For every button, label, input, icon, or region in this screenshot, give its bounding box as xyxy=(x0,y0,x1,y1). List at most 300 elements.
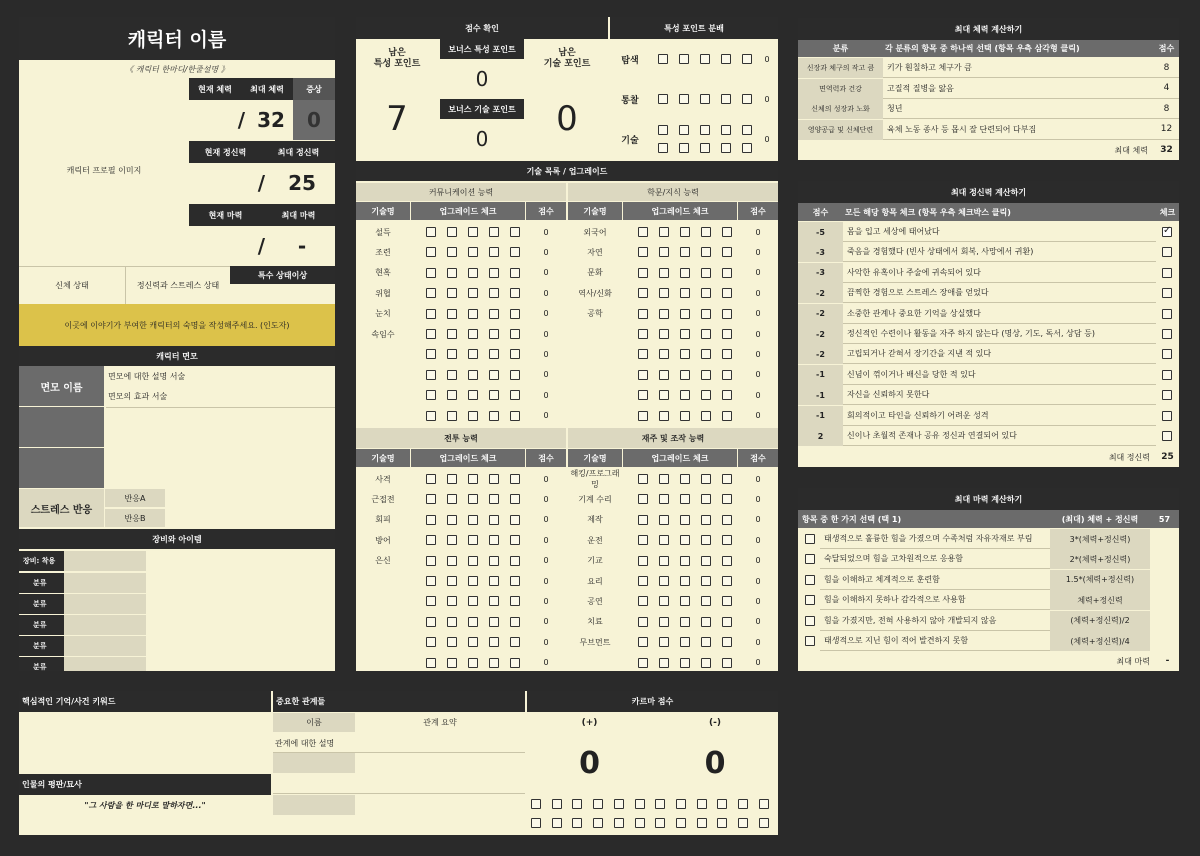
skill-upgrade-checkbox[interactable] xyxy=(680,329,690,339)
skill-upgrade-checkbox[interactable] xyxy=(659,227,669,237)
skill-upgrade-checkbox[interactable] xyxy=(510,576,520,586)
skill-upgrade-checkbox[interactable] xyxy=(447,596,457,606)
skill-upgrade-checkbox[interactable] xyxy=(510,227,520,237)
skill-upgrade-checkbox[interactable] xyxy=(489,268,499,278)
equip-category-slot[interactable] xyxy=(64,657,146,671)
skill-upgrade-checkbox[interactable] xyxy=(489,390,499,400)
skill-name[interactable]: 방어 xyxy=(375,535,391,545)
skill-upgrade-checkbox[interactable] xyxy=(468,576,478,586)
skill-upgrade-checkbox[interactable] xyxy=(447,268,457,278)
skill-upgrade-checkbox[interactable] xyxy=(638,390,648,400)
skill-upgrade-checkbox[interactable] xyxy=(722,309,732,319)
mp-checkbox[interactable] xyxy=(805,616,815,626)
skill-upgrade-checkbox[interactable] xyxy=(680,596,690,606)
skill-upgrade-checkbox[interactable] xyxy=(468,474,478,484)
trait-checkbox[interactable] xyxy=(700,125,710,135)
skill-upgrade-checkbox[interactable] xyxy=(701,390,711,400)
skill-upgrade-checkbox[interactable] xyxy=(489,329,499,339)
skill-upgrade-checkbox[interactable] xyxy=(701,474,711,484)
skill-upgrade-checkbox[interactable] xyxy=(489,637,499,647)
skill-upgrade-checkbox[interactable] xyxy=(680,370,690,380)
skill-upgrade-checkbox[interactable] xyxy=(638,411,648,421)
skill-upgrade-checkbox[interactable] xyxy=(722,288,732,298)
skill-upgrade-checkbox[interactable] xyxy=(680,268,690,278)
skill-upgrade-checkbox[interactable] xyxy=(638,349,648,359)
trait-checkbox[interactable] xyxy=(700,54,710,64)
karma-checkbox[interactable] xyxy=(676,818,686,828)
skill-upgrade-checkbox[interactable] xyxy=(468,268,478,278)
skill-upgrade-checkbox[interactable] xyxy=(468,390,478,400)
mp-checkbox[interactable] xyxy=(805,595,815,605)
skill-upgrade-checkbox[interactable] xyxy=(701,494,711,504)
skill-name[interactable]: 외국어 xyxy=(583,227,607,237)
skill-upgrade-checkbox[interactable] xyxy=(447,556,457,566)
skill-upgrade-checkbox[interactable] xyxy=(680,474,690,484)
trait-checkbox[interactable] xyxy=(679,94,689,104)
skill-upgrade-checkbox[interactable] xyxy=(426,247,436,257)
karma-checkbox[interactable] xyxy=(552,818,562,828)
skill-name[interactable] xyxy=(356,344,410,364)
special-state[interactable]: 특수 상태이상 xyxy=(230,266,335,284)
rel-desc[interactable]: 관계에 대한 설명 xyxy=(275,738,335,748)
skill-upgrade-checkbox[interactable] xyxy=(510,637,520,647)
skill-upgrade-checkbox[interactable] xyxy=(659,247,669,257)
skill-name[interactable] xyxy=(568,653,622,671)
skill-upgrade-checkbox[interactable] xyxy=(680,411,690,421)
skill-upgrade-checkbox[interactable] xyxy=(510,288,520,298)
skill-upgrade-checkbox[interactable] xyxy=(468,411,478,421)
skill-upgrade-checkbox[interactable] xyxy=(426,309,436,319)
skill-upgrade-checkbox[interactable] xyxy=(701,556,711,566)
skill-upgrade-checkbox[interactable] xyxy=(426,637,436,647)
skill-upgrade-checkbox[interactable] xyxy=(638,535,648,545)
skill-upgrade-checkbox[interactable] xyxy=(659,535,669,545)
karma-checkbox[interactable] xyxy=(572,818,582,828)
skill-upgrade-checkbox[interactable] xyxy=(701,576,711,586)
skill-name[interactable]: 무브먼트 xyxy=(579,637,611,647)
sp-checkbox[interactable] xyxy=(1162,370,1172,380)
skill-name[interactable]: 해킹/프로그래밍 xyxy=(570,469,620,489)
skill-upgrade-checkbox[interactable] xyxy=(510,309,520,319)
skill-name[interactable]: 은신 xyxy=(375,556,391,566)
skill-upgrade-checkbox[interactable] xyxy=(489,370,499,380)
skill-upgrade-checkbox[interactable] xyxy=(510,617,520,627)
skill-upgrade-checkbox[interactable] xyxy=(447,535,457,545)
skill-upgrade-checkbox[interactable] xyxy=(510,329,520,339)
skill-upgrade-checkbox[interactable] xyxy=(680,227,690,237)
skill-upgrade-checkbox[interactable] xyxy=(638,268,648,278)
skill-upgrade-checkbox[interactable] xyxy=(722,617,732,627)
karma-checkbox[interactable] xyxy=(552,799,562,809)
skill-name[interactable] xyxy=(568,365,622,385)
equip-category-slot[interactable] xyxy=(64,615,146,635)
trait-checkbox[interactable] xyxy=(742,125,752,135)
aspect-name[interactable]: 면모 이름 xyxy=(19,366,104,406)
skill-upgrade-checkbox[interactable] xyxy=(680,515,690,525)
karma-checkbox[interactable] xyxy=(593,818,603,828)
skill-upgrade-checkbox[interactable] xyxy=(722,658,732,668)
skill-upgrade-checkbox[interactable] xyxy=(447,370,457,380)
skill-upgrade-checkbox[interactable] xyxy=(701,515,711,525)
skill-upgrade-checkbox[interactable] xyxy=(722,247,732,257)
skill-upgrade-checkbox[interactable] xyxy=(701,329,711,339)
skill-upgrade-checkbox[interactable] xyxy=(638,309,648,319)
skill-upgrade-checkbox[interactable] xyxy=(426,617,436,627)
hp-selection[interactable]: 육체 노동 종사 등 몹시 잘 단련되어 다부짐 xyxy=(883,120,1154,140)
skill-upgrade-checkbox[interactable] xyxy=(638,637,648,647)
rel-name-3[interactable] xyxy=(273,795,355,815)
sp-checkbox[interactable] xyxy=(1162,349,1172,359)
skill-upgrade-checkbox[interactable] xyxy=(701,535,711,545)
skill-upgrade-checkbox[interactable] xyxy=(489,247,499,257)
skill-upgrade-checkbox[interactable] xyxy=(447,494,457,504)
trait-checkbox[interactable] xyxy=(679,125,689,135)
skill-upgrade-checkbox[interactable] xyxy=(659,349,669,359)
skill-upgrade-checkbox[interactable] xyxy=(659,390,669,400)
skill-upgrade-checkbox[interactable] xyxy=(680,576,690,586)
trait-checkbox[interactable] xyxy=(658,143,668,153)
skill-upgrade-checkbox[interactable] xyxy=(701,596,711,606)
skill-upgrade-checkbox[interactable] xyxy=(680,247,690,257)
sp-checkbox[interactable] xyxy=(1162,411,1172,421)
skill-name[interactable]: 회피 xyxy=(375,515,391,525)
skill-upgrade-checkbox[interactable] xyxy=(701,370,711,380)
skill-upgrade-checkbox[interactable] xyxy=(510,268,520,278)
skill-name[interactable] xyxy=(356,612,410,632)
sp-checkbox[interactable] xyxy=(1162,431,1172,441)
skill-upgrade-checkbox[interactable] xyxy=(638,576,648,586)
skill-upgrade-checkbox[interactable] xyxy=(489,596,499,606)
aspect-slot-3[interactable] xyxy=(19,448,104,488)
skill-upgrade-checkbox[interactable] xyxy=(722,515,732,525)
skill-upgrade-checkbox[interactable] xyxy=(659,576,669,586)
skill-upgrade-checkbox[interactable] xyxy=(447,390,457,400)
skill-upgrade-checkbox[interactable] xyxy=(447,515,457,525)
skill-upgrade-checkbox[interactable] xyxy=(638,596,648,606)
trait-checkbox[interactable] xyxy=(721,54,731,64)
trait-checkbox[interactable] xyxy=(700,94,710,104)
skill-upgrade-checkbox[interactable] xyxy=(659,658,669,668)
skill-upgrade-checkbox[interactable] xyxy=(680,309,690,319)
sp-checkbox[interactable] xyxy=(1162,309,1172,319)
skill-name[interactable]: 공학 xyxy=(587,309,603,319)
skill-upgrade-checkbox[interactable] xyxy=(659,494,669,504)
skill-upgrade-checkbox[interactable] xyxy=(447,576,457,586)
skill-upgrade-checkbox[interactable] xyxy=(638,494,648,504)
skill-upgrade-checkbox[interactable] xyxy=(701,617,711,627)
skill-name[interactable]: 치료 xyxy=(587,617,603,627)
skill-upgrade-checkbox[interactable] xyxy=(489,309,499,319)
skill-upgrade-checkbox[interactable] xyxy=(510,596,520,606)
skill-upgrade-checkbox[interactable] xyxy=(638,227,648,237)
karma-checkbox[interactable] xyxy=(593,799,603,809)
sp-checkbox[interactable] xyxy=(1162,247,1172,257)
trait-checkbox[interactable] xyxy=(742,94,752,104)
trait-checkbox[interactable] xyxy=(658,54,668,64)
skill-name[interactable] xyxy=(356,632,410,652)
skill-name[interactable]: 기교 xyxy=(587,556,603,566)
reputation-quote[interactable]: "그 사람을 한 마디로 말하자면..." xyxy=(84,800,206,810)
skill-name[interactable]: 공연 xyxy=(587,596,603,606)
trait-checkbox[interactable] xyxy=(658,94,668,104)
mp-checkbox[interactable] xyxy=(805,534,815,544)
fate-banner[interactable]: 이곳에 이야기가 부여한 캐릭터의 숙명을 작성해주세요. (인도자) xyxy=(19,304,335,346)
skill-upgrade-checkbox[interactable] xyxy=(659,474,669,484)
skill-upgrade-checkbox[interactable] xyxy=(447,329,457,339)
skill-name[interactable]: 사격 xyxy=(375,474,391,484)
skill-upgrade-checkbox[interactable] xyxy=(489,556,499,566)
skill-upgrade-checkbox[interactable] xyxy=(701,637,711,647)
skill-name[interactable] xyxy=(356,591,410,611)
trait-checkbox[interactable] xyxy=(742,54,752,64)
skill-upgrade-checkbox[interactable] xyxy=(722,494,732,504)
skill-name[interactable] xyxy=(568,385,622,405)
skill-upgrade-checkbox[interactable] xyxy=(659,515,669,525)
skill-upgrade-checkbox[interactable] xyxy=(426,227,436,237)
skill-upgrade-checkbox[interactable] xyxy=(510,349,520,359)
skill-upgrade-checkbox[interactable] xyxy=(489,227,499,237)
skill-upgrade-checkbox[interactable] xyxy=(510,658,520,668)
skill-upgrade-checkbox[interactable] xyxy=(510,411,520,421)
skill-upgrade-checkbox[interactable] xyxy=(468,288,478,298)
mp-checkbox[interactable] xyxy=(805,636,815,646)
skill-upgrade-checkbox[interactable] xyxy=(489,474,499,484)
sp-checkbox[interactable] xyxy=(1162,268,1172,278)
skill-upgrade-checkbox[interactable] xyxy=(701,349,711,359)
skill-upgrade-checkbox[interactable] xyxy=(659,556,669,566)
skill-upgrade-checkbox[interactable] xyxy=(447,658,457,668)
skill-upgrade-checkbox[interactable] xyxy=(638,288,648,298)
karma-checkbox[interactable] xyxy=(531,799,541,809)
skill-upgrade-checkbox[interactable] xyxy=(680,288,690,298)
skill-upgrade-checkbox[interactable] xyxy=(659,329,669,339)
skill-name[interactable]: 문화 xyxy=(587,268,603,278)
sp-checkbox[interactable] xyxy=(1162,390,1172,400)
skill-upgrade-checkbox[interactable] xyxy=(722,637,732,647)
skill-upgrade-checkbox[interactable] xyxy=(489,411,499,421)
character-name[interactable]: 캐릭터 이름 xyxy=(19,17,335,60)
bonus-trait-value[interactable]: 0 xyxy=(475,67,489,91)
skill-upgrade-checkbox[interactable] xyxy=(510,535,520,545)
trait-checkbox[interactable] xyxy=(658,125,668,135)
skill-name[interactable]: 제작 xyxy=(587,515,603,525)
skill-name[interactable]: 현혹 xyxy=(375,268,391,278)
skill-upgrade-checkbox[interactable] xyxy=(447,288,457,298)
skill-upgrade-checkbox[interactable] xyxy=(426,390,436,400)
mp-checkbox[interactable] xyxy=(805,575,815,585)
skill-upgrade-checkbox[interactable] xyxy=(489,494,499,504)
skill-upgrade-checkbox[interactable] xyxy=(426,535,436,545)
skill-upgrade-checkbox[interactable] xyxy=(701,247,711,257)
karma-checkbox[interactable] xyxy=(655,799,665,809)
skill-name[interactable]: 기계 수리 xyxy=(578,494,612,504)
hp-selection[interactable]: 키가 훤칠하고 체구가 큼 xyxy=(883,58,1154,78)
skill-upgrade-checkbox[interactable] xyxy=(489,349,499,359)
skill-upgrade-checkbox[interactable] xyxy=(510,247,520,257)
skill-upgrade-checkbox[interactable] xyxy=(659,411,669,421)
skill-upgrade-checkbox[interactable] xyxy=(722,268,732,278)
skill-upgrade-checkbox[interactable] xyxy=(722,349,732,359)
skill-upgrade-checkbox[interactable] xyxy=(447,227,457,237)
skill-upgrade-checkbox[interactable] xyxy=(426,494,436,504)
skill-upgrade-checkbox[interactable] xyxy=(680,617,690,627)
skill-upgrade-checkbox[interactable] xyxy=(510,390,520,400)
bonus-skill-value[interactable]: 0 xyxy=(475,127,489,151)
skill-upgrade-checkbox[interactable] xyxy=(701,411,711,421)
skill-upgrade-checkbox[interactable] xyxy=(426,576,436,586)
skill-upgrade-checkbox[interactable] xyxy=(638,556,648,566)
equip-category-slot[interactable] xyxy=(64,636,146,656)
skill-name[interactable]: 눈치 xyxy=(375,309,391,319)
skill-upgrade-checkbox[interactable] xyxy=(447,637,457,647)
skill-upgrade-checkbox[interactable] xyxy=(680,637,690,647)
skill-upgrade-checkbox[interactable] xyxy=(468,370,478,380)
trait-checkbox[interactable] xyxy=(679,54,689,64)
body-state[interactable]: 신체 상태 xyxy=(19,266,125,304)
skill-upgrade-checkbox[interactable] xyxy=(722,596,732,606)
aspect-effect[interactable]: 면모의 효과 서술 xyxy=(108,391,168,401)
skill-upgrade-checkbox[interactable] xyxy=(680,494,690,504)
skill-upgrade-checkbox[interactable] xyxy=(447,247,457,257)
skill-upgrade-checkbox[interactable] xyxy=(680,658,690,668)
skill-upgrade-checkbox[interactable] xyxy=(722,329,732,339)
skill-name[interactable]: 요리 xyxy=(587,576,603,586)
skill-upgrade-checkbox[interactable] xyxy=(489,288,499,298)
karma-checkbox[interactable] xyxy=(717,818,727,828)
skill-upgrade-checkbox[interactable] xyxy=(659,617,669,627)
skill-upgrade-checkbox[interactable] xyxy=(426,288,436,298)
skill-upgrade-checkbox[interactable] xyxy=(638,515,648,525)
skill-name[interactable]: 위협 xyxy=(375,288,391,298)
stress-a[interactable]: 반응A xyxy=(105,489,165,507)
skill-upgrade-checkbox[interactable] xyxy=(468,247,478,257)
skill-upgrade-checkbox[interactable] xyxy=(680,349,690,359)
skill-upgrade-checkbox[interactable] xyxy=(468,535,478,545)
skill-upgrade-checkbox[interactable] xyxy=(638,370,648,380)
skill-name[interactable] xyxy=(568,324,622,344)
skill-upgrade-checkbox[interactable] xyxy=(468,658,478,668)
trait-checkbox[interactable] xyxy=(721,125,731,135)
skill-name[interactable]: 조련 xyxy=(375,247,391,257)
skill-upgrade-checkbox[interactable] xyxy=(701,288,711,298)
skill-upgrade-checkbox[interactable] xyxy=(638,474,648,484)
skill-name[interactable] xyxy=(356,385,410,405)
equip-category-slot[interactable] xyxy=(64,594,146,614)
trait-checkbox[interactable] xyxy=(721,94,731,104)
skill-name[interactable]: 설득 xyxy=(375,227,391,237)
karma-checkbox[interactable] xyxy=(717,799,727,809)
skill-name[interactable]: 속임수 xyxy=(371,329,395,339)
sp-checkbox[interactable] xyxy=(1162,227,1172,237)
skill-name[interactable]: 운전 xyxy=(587,535,603,545)
skill-upgrade-checkbox[interactable] xyxy=(659,596,669,606)
karma-checkbox[interactable] xyxy=(759,799,769,809)
sp-checkbox[interactable] xyxy=(1162,288,1172,298)
skill-upgrade-checkbox[interactable] xyxy=(659,309,669,319)
memory-field[interactable] xyxy=(19,712,271,774)
skill-upgrade-checkbox[interactable] xyxy=(468,596,478,606)
stress-b[interactable]: 반응B xyxy=(105,509,165,527)
skill-upgrade-checkbox[interactable] xyxy=(722,370,732,380)
skill-upgrade-checkbox[interactable] xyxy=(468,617,478,627)
skill-upgrade-checkbox[interactable] xyxy=(489,658,499,668)
skill-upgrade-checkbox[interactable] xyxy=(426,268,436,278)
equip-wear-slot[interactable] xyxy=(64,551,146,571)
rel-name-2[interactable] xyxy=(273,753,355,773)
skill-upgrade-checkbox[interactable] xyxy=(447,474,457,484)
skill-upgrade-checkbox[interactable] xyxy=(426,658,436,668)
skill-name[interactable]: 자연 xyxy=(587,247,603,257)
skill-upgrade-checkbox[interactable] xyxy=(638,247,648,257)
trait-checkbox[interactable] xyxy=(679,143,689,153)
karma-checkbox[interactable] xyxy=(531,818,541,828)
hp-selection[interactable]: 청년 xyxy=(883,99,1154,119)
skill-upgrade-checkbox[interactable] xyxy=(468,309,478,319)
skill-upgrade-checkbox[interactable] xyxy=(701,658,711,668)
karma-checkbox[interactable] xyxy=(655,818,665,828)
karma-checkbox[interactable] xyxy=(697,818,707,828)
skill-upgrade-checkbox[interactable] xyxy=(510,370,520,380)
karma-checkbox[interactable] xyxy=(572,799,582,809)
skill-upgrade-checkbox[interactable] xyxy=(722,411,732,421)
skill-name[interactable] xyxy=(356,653,410,671)
skill-upgrade-checkbox[interactable] xyxy=(489,617,499,627)
skill-upgrade-checkbox[interactable] xyxy=(468,494,478,504)
skill-upgrade-checkbox[interactable] xyxy=(680,390,690,400)
karma-checkbox[interactable] xyxy=(738,818,748,828)
skill-name[interactable] xyxy=(568,344,622,364)
skill-upgrade-checkbox[interactable] xyxy=(426,370,436,380)
karma-checkbox[interactable] xyxy=(676,799,686,809)
skill-upgrade-checkbox[interactable] xyxy=(638,617,648,627)
aspect-desc[interactable]: 면모에 대한 설명 서술 xyxy=(108,371,186,381)
skill-upgrade-checkbox[interactable] xyxy=(659,637,669,647)
karma-checkbox[interactable] xyxy=(614,818,624,828)
mp-checkbox[interactable] xyxy=(805,554,815,564)
skill-upgrade-checkbox[interactable] xyxy=(722,535,732,545)
skill-upgrade-checkbox[interactable] xyxy=(638,329,648,339)
skill-name[interactable] xyxy=(356,571,410,591)
karma-checkbox[interactable] xyxy=(635,818,645,828)
sp-checkbox[interactable] xyxy=(1162,329,1172,339)
karma-checkbox[interactable] xyxy=(738,799,748,809)
skill-upgrade-checkbox[interactable] xyxy=(680,556,690,566)
hp-inc-value[interactable]: 0 xyxy=(293,100,335,140)
skill-upgrade-checkbox[interactable] xyxy=(722,474,732,484)
skill-name[interactable] xyxy=(356,365,410,385)
skill-upgrade-checkbox[interactable] xyxy=(638,658,648,668)
profile-image[interactable]: 캐릭터 프로필 이미지 xyxy=(66,166,142,175)
karma-checkbox[interactable] xyxy=(635,799,645,809)
skill-name[interactable] xyxy=(356,406,410,426)
skill-upgrade-checkbox[interactable] xyxy=(426,349,436,359)
skill-upgrade-checkbox[interactable] xyxy=(510,515,520,525)
trait-checkbox[interactable] xyxy=(721,143,731,153)
skill-upgrade-checkbox[interactable] xyxy=(468,556,478,566)
skill-upgrade-checkbox[interactable] xyxy=(447,617,457,627)
skill-upgrade-checkbox[interactable] xyxy=(701,268,711,278)
skill-upgrade-checkbox[interactable] xyxy=(701,309,711,319)
skill-name[interactable]: 역사/신화 xyxy=(578,288,612,298)
skill-upgrade-checkbox[interactable] xyxy=(426,411,436,421)
skill-upgrade-checkbox[interactable] xyxy=(510,494,520,504)
skill-upgrade-checkbox[interactable] xyxy=(468,329,478,339)
trait-checkbox[interactable] xyxy=(700,143,710,153)
skill-upgrade-checkbox[interactable] xyxy=(722,576,732,586)
skill-upgrade-checkbox[interactable] xyxy=(468,515,478,525)
skill-upgrade-checkbox[interactable] xyxy=(722,390,732,400)
skill-upgrade-checkbox[interactable] xyxy=(426,474,436,484)
